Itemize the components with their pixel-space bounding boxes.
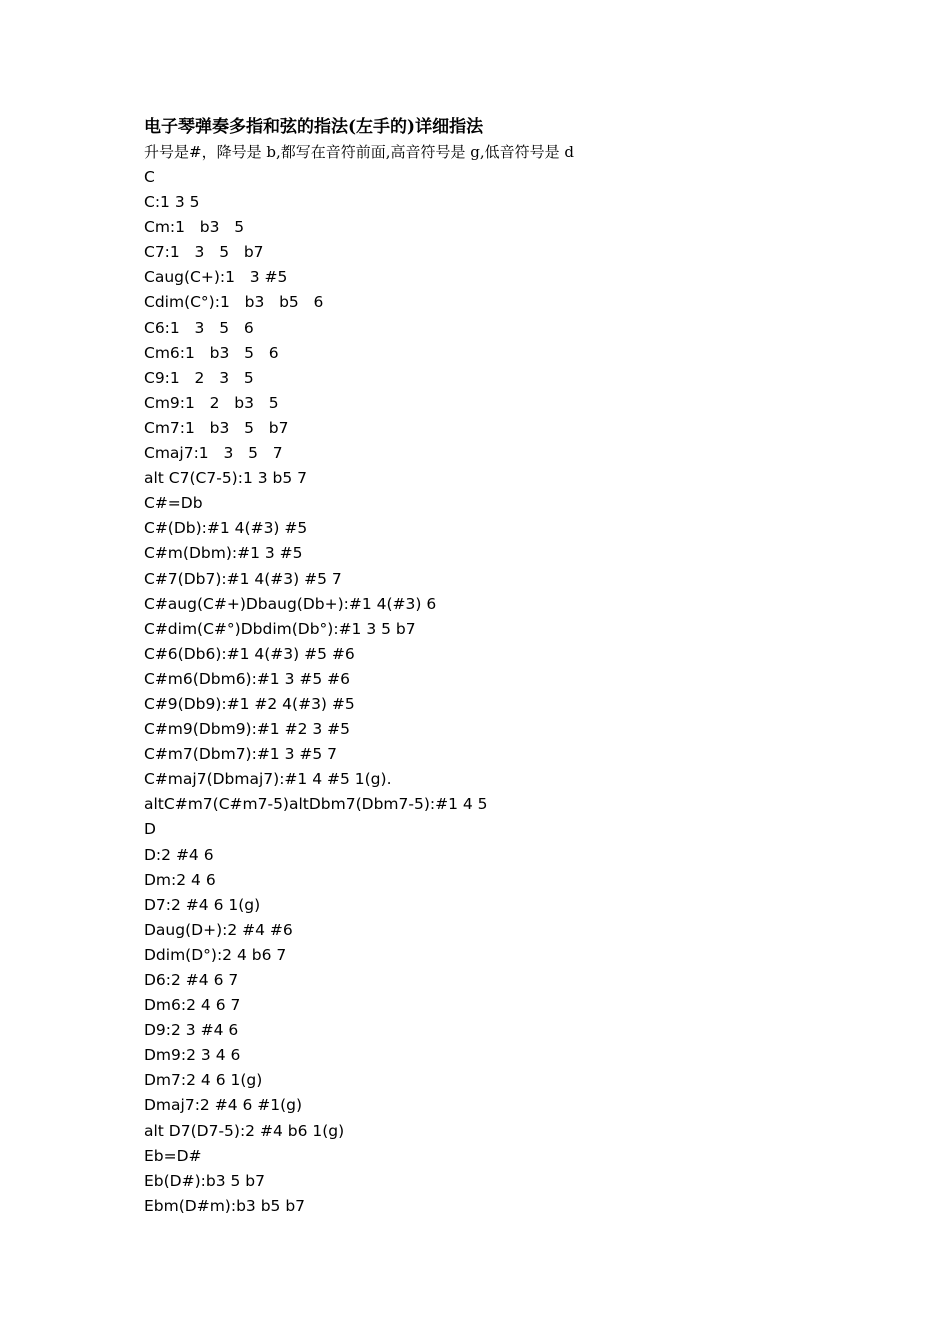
chord-line: C#9(Db9):#1 #2 4(#3) #5	[144, 694, 355, 713]
notation-intro: 升号是#，降号是 b,都写在音符前面,高音符号是 g,低音符号是 d	[144, 143, 574, 161]
chord-line: Daug(D+):2 #4 #6	[144, 920, 293, 939]
chord-line: D	[144, 820, 156, 839]
chord-line: Eb=D#	[144, 1146, 202, 1165]
chord-line: altC#m7(C#m7-5)altDbm7(Dbm7-5):#1 4 5	[144, 795, 488, 814]
chord-fingering-list	[144, 165, 864, 1219]
chord-line: C7:1 3 5 b7	[144, 243, 264, 262]
chord-line: D6:2 #4 6 7	[144, 971, 239, 989]
chord-line: C:1 3 5	[144, 193, 200, 212]
chord-line: C#dim(C#°)Dbdim(Db°):#1 3 5 b7	[144, 619, 416, 638]
chord-line: C#6(Db6):#1 4(#3) #5 #6	[144, 644, 355, 663]
chord-line: Cm9:1 2 b3 5	[144, 393, 279, 412]
chord-line: alt D7(D7-5):2 #4 b6 1(g)	[144, 1121, 345, 1140]
chord-line: C#maj7(Dbmaj7):#1 4 #5 1(g).	[144, 770, 392, 789]
chord-line: C#aug(C#+)Dbaug(Db+):#1 4(#3) 6	[144, 594, 437, 613]
chord-line: Ebm(D#m):b3 b5 b7	[144, 1196, 306, 1215]
chord-line: Ddim(D°):2 4 b6 7	[144, 945, 287, 964]
document-page	[144, 114, 864, 1219]
chord-line: D:2 #4 6	[144, 845, 214, 864]
chord-line: alt C7(C7-5):1 3 b5 7	[144, 469, 308, 488]
chord-line: Caug(C+):1 3 #5	[144, 268, 288, 287]
chord-line: C#(Db):#1 4(#3) #5	[144, 519, 308, 538]
chord-line: Cm:1 b3 5	[144, 218, 245, 237]
chord-line: Cm6:1 b3 5 6	[144, 343, 279, 362]
chord-line: Dm:2 4 6	[144, 870, 216, 889]
chord-line: D9:2 3 #4 6	[144, 1021, 239, 1040]
chord-line: Cmaj7:1 3 5 7	[144, 444, 283, 463]
chord-line: C6:1 3 5 6	[144, 318, 254, 337]
chord-line: Eb(D#):b3 5 b7	[144, 1171, 265, 1190]
chord-line: Cm7:1 b3 5 b7	[144, 418, 289, 437]
chord-line: C9:1 2 3 5	[144, 368, 254, 387]
chord-line: C#m7(Dbm7):#1 3 #5 7	[144, 745, 338, 764]
document-title: 电子琴弹奏多指和弦的指法(左手的)详细指法	[144, 117, 484, 137]
chord-line: Dm6:2 4 6 7	[144, 996, 241, 1015]
chord-line: Dm7:2 4 6 1(g)	[144, 1071, 263, 1090]
chord-line: C#m6(Dbm6):#1 3 #5 #6	[144, 669, 351, 688]
chord-line: Cdim(C°):1 b3 b5 6	[144, 293, 324, 312]
chord-line: Dmaj7:2 #4 6 #1(g)	[144, 1096, 303, 1115]
chord-line: C#m(Dbm):#1 3 #5	[144, 544, 303, 563]
chord-line: C#=Db	[144, 494, 203, 513]
chord-line: C	[144, 168, 155, 186]
chord-line: C#7(Db7):#1 4(#3) #5 7	[144, 569, 342, 588]
chord-line: C#m9(Dbm9):#1 #2 3 #5	[144, 720, 351, 739]
chord-line: Dm9:2 3 4 6	[144, 1046, 241, 1065]
chord-line: D7:2 #4 6 1(g)	[144, 895, 261, 914]
